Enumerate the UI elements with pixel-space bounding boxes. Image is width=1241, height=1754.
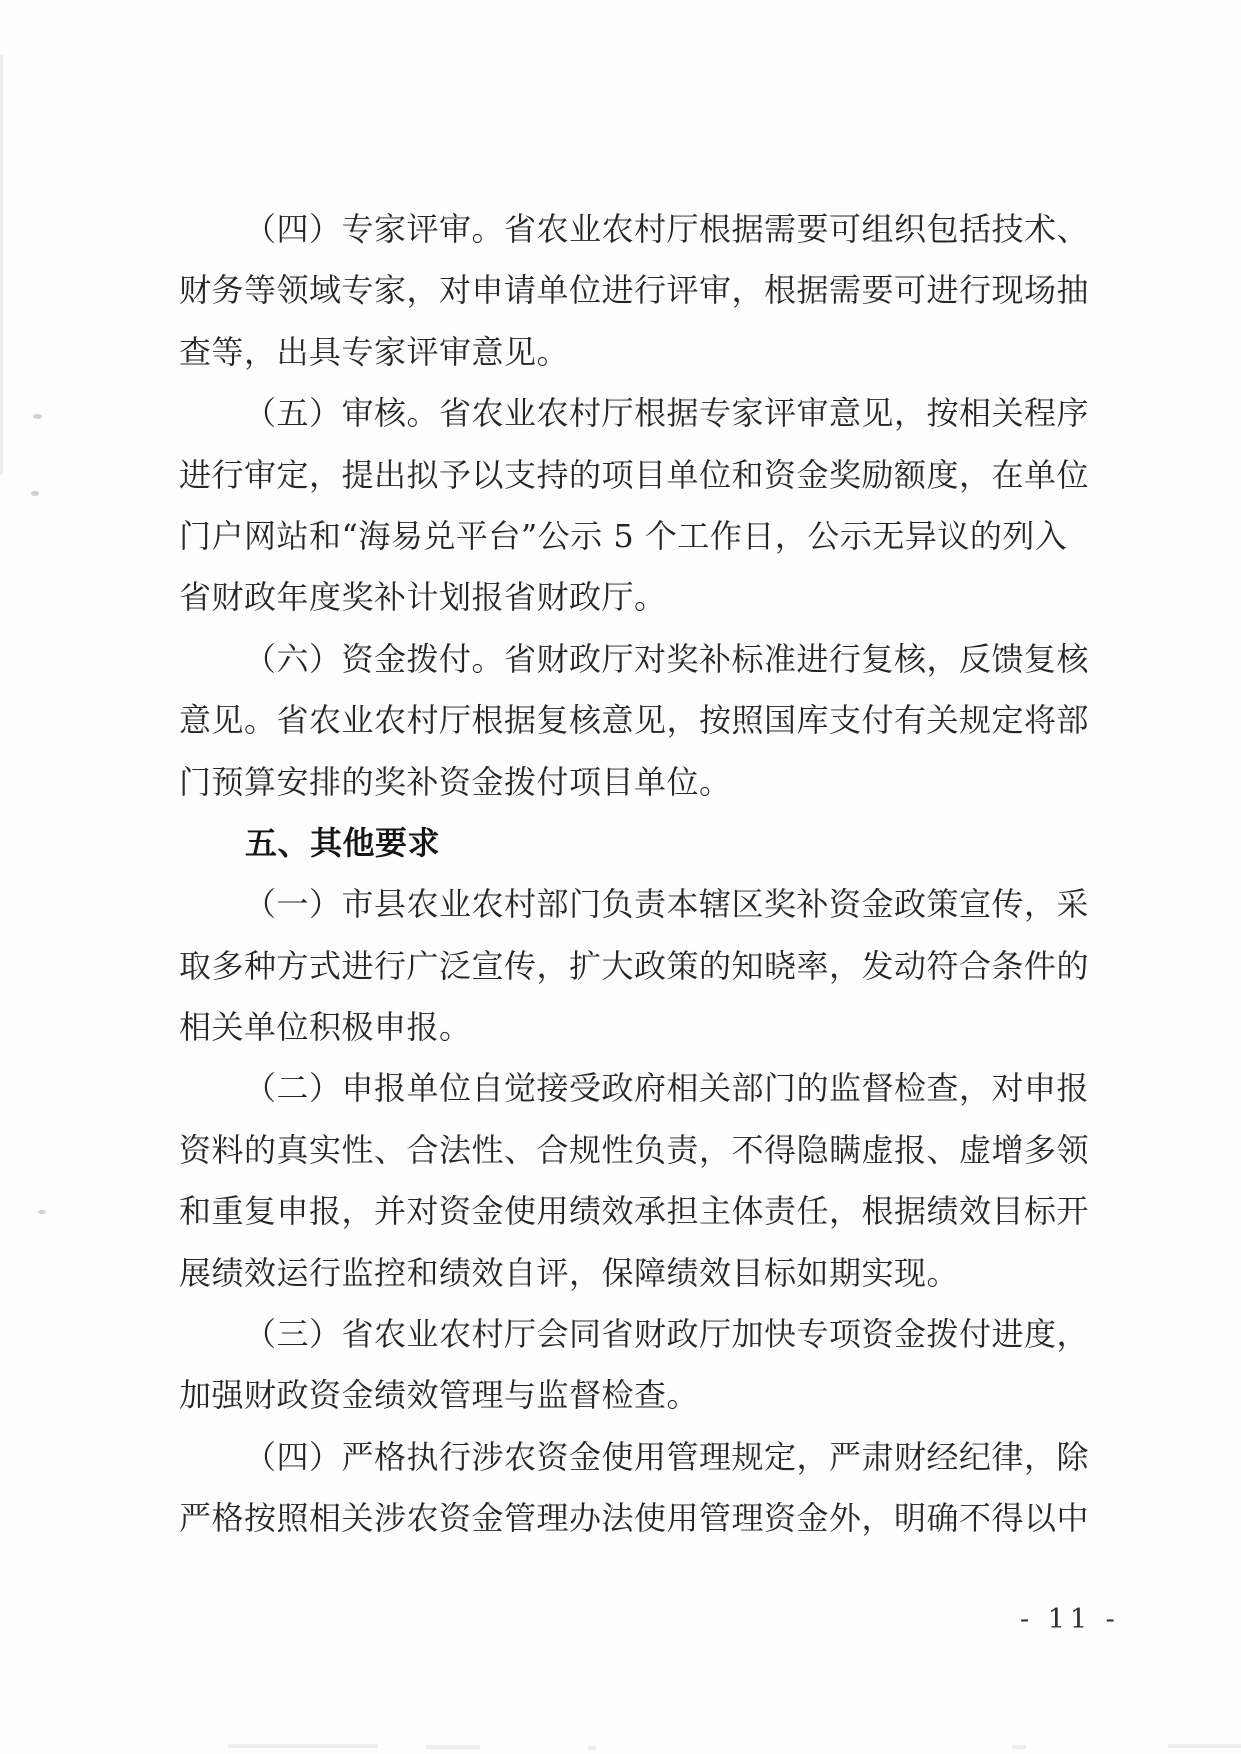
scan-noise xyxy=(1012,1745,1026,1749)
paragraph-fund-disbursement xyxy=(179,629,1092,813)
scan-noise xyxy=(228,1744,378,1748)
scan-edge-shadow xyxy=(0,55,3,475)
text-line: 资料的真实性、合法性、合规性负责，不得隐瞒虚报、虚增多领 xyxy=(179,1130,1090,1169)
paragraph-other-3 xyxy=(179,1304,1092,1427)
text-line: （三）省农业农村厅会同省财政厅加快专项资金拨付进度， xyxy=(244,1315,1090,1354)
text-line: （二）申报单位自觉接受政府相关部门的监督检查，对申报 xyxy=(244,1069,1090,1108)
text-line: 进行审定，提出拟予以支持的项目单位和资金奖励额度，在单位 xyxy=(179,455,1090,494)
text-line: （一）市县农业农村部门负责本辖区奖补资金政策宣传，采 xyxy=(244,885,1090,924)
text-line: （四）专家评审。省农业农村厅根据需要可组织包括技术、 xyxy=(244,210,1090,248)
text-line: （五）审核。省农业农村厅根据专家评审意见，按相关程序 xyxy=(244,394,1090,433)
paragraph-other-2 xyxy=(179,1058,1092,1304)
scan-noise xyxy=(1168,1744,1241,1748)
text-line: 取多种方式进行广泛宣传，扩大政策的知晓率，发动符合条件的 xyxy=(179,946,1090,985)
paragraph-other-4 xyxy=(179,1427,1092,1550)
paragraph-other-1 xyxy=(179,874,1092,1058)
paragraph-expert-review xyxy=(179,199,1092,383)
text-line: 加强财政资金绩效管理与监督检查。 xyxy=(179,1376,700,1415)
text-line: 展绩效运行监控和绩效自评，保障绩效目标如期实现。 xyxy=(179,1253,960,1292)
text-line: 严格按照相关涉农资金管理办法使用管理资金外，明确不得以中 xyxy=(179,1499,1090,1538)
section-heading: 五、其他要求 xyxy=(245,823,441,862)
text-line: 意见。省农业农村厅根据复核意见，按照国库支付有关规定将部 xyxy=(179,701,1090,740)
text-line: 和重复申报，并对资金使用绩效承担主体责任，根据绩效目标开 xyxy=(179,1192,1090,1231)
document-body xyxy=(179,199,1092,1550)
text-line: 门户网站和“海易兑平台”公示 5 个工作日，公示无异议的列入 xyxy=(179,516,1068,555)
text-line: 查等，出具专家评审意见。 xyxy=(179,332,570,371)
text-line: （四）严格执行涉农资金使用管理规定，严肃财经纪律，除 xyxy=(244,1437,1090,1476)
scan-speck xyxy=(31,491,39,496)
page-number: - 11 - xyxy=(1020,1604,1120,1635)
text-line: 省财政年度奖补计划报省财政厅。 xyxy=(179,578,667,617)
text-line: （六）资金拨付。省财政厅对奖补标准进行复核，反馈复核 xyxy=(244,639,1090,678)
scan-noise xyxy=(588,1746,596,1750)
scan-noise xyxy=(425,1745,480,1749)
text-line: 相关单位积极申报。 xyxy=(179,1008,472,1047)
text-line: 财务等领域专家，对申请单位进行评审，根据需要可进行现场抽 xyxy=(179,271,1090,310)
scan-speck xyxy=(38,1210,46,1214)
section-heading-block xyxy=(179,813,1092,874)
text-line: 门预算安排的奖补资金拨付项目单位。 xyxy=(179,762,732,801)
paragraph-audit xyxy=(179,383,1092,629)
scan-speck xyxy=(33,414,42,419)
